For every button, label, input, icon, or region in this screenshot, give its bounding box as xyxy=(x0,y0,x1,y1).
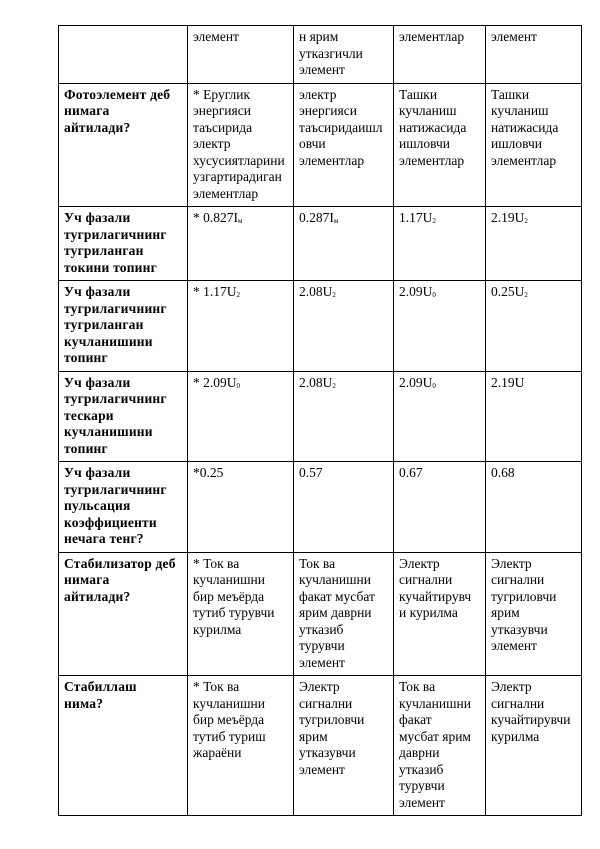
answer-subscript: м xyxy=(333,217,339,225)
answer-text: * 0.827I xyxy=(193,210,238,225)
answer-text: * 1.17U xyxy=(193,284,237,299)
answer-subscript: 2 xyxy=(236,291,240,299)
answer-text: *0.25 xyxy=(193,465,224,480)
question-row xyxy=(59,552,582,676)
answer-text: * Ток ва кучланишни бир меъёрда тутиб туриш жараёни xyxy=(193,679,266,760)
answer-option-1 xyxy=(188,207,294,281)
answer-subscript: 0 xyxy=(432,381,436,390)
question-cell: Стабилизатор деб нимага айтилади? xyxy=(59,552,188,676)
answer-option-3 xyxy=(394,462,486,553)
answer-text: элементлар xyxy=(399,29,465,44)
answer-option-3 xyxy=(394,552,486,676)
answer-text: 0.287I xyxy=(299,210,334,225)
answer-option-4 xyxy=(486,371,582,462)
answer-option-3 xyxy=(394,26,486,84)
answer-option-4 xyxy=(486,26,582,84)
question-cell: Фотоэлемент деб нимага айтилади? xyxy=(59,83,188,207)
answer-text: Электр сигнални тугриловчи ярим утказувчи элемент xyxy=(299,679,365,777)
answer-text: * 2.09U xyxy=(193,374,237,390)
answer-text: 2.09U xyxy=(399,374,433,390)
answer-text: Электр сигнални кучайтирувчи курилма xyxy=(491,679,571,744)
answer-option-3 xyxy=(394,676,486,816)
answer-subscript: 0 xyxy=(236,381,240,390)
question-row xyxy=(59,462,582,553)
answer-option-2 xyxy=(294,207,394,281)
answer-option-1 xyxy=(188,26,294,84)
answer-text: Электр сигнални тугриловчи ярим утказувчи элемент xyxy=(491,555,557,653)
answer-text: 0.25U xyxy=(491,284,525,299)
answer-option-2 xyxy=(294,281,394,372)
answer-text: 2.08U xyxy=(299,284,333,299)
quiz-table xyxy=(58,25,582,816)
question-row xyxy=(59,26,582,84)
answer-option-1 xyxy=(188,552,294,676)
answer-option-2 xyxy=(294,371,394,462)
answer-subscript: 2 xyxy=(332,381,336,390)
answer-text: 0.67 xyxy=(399,465,423,480)
answer-text: Ток ва кучланишни факат мусбат ярим даврни утказиб турувчи элемент xyxy=(399,679,471,810)
answer-option-3 xyxy=(394,281,486,372)
answer-text: н ярим утказгичли элемент xyxy=(299,29,363,77)
question-cell: Стабиллаш нима? xyxy=(59,676,188,816)
answer-text: элемент xyxy=(491,29,537,44)
answer-option-4 xyxy=(486,207,582,281)
answer-text: Ток ва кучланишни факат мусбат ярим даврни утказиб турувчи элемент xyxy=(299,555,375,670)
answer-text: * Ток ва кучланишни бир меъёрда тутиб турувчи курилма xyxy=(193,555,275,637)
question-row xyxy=(59,371,582,462)
question-row xyxy=(59,83,582,207)
answer-option-2 xyxy=(294,552,394,676)
question-cell xyxy=(59,26,188,84)
answer-option-1 xyxy=(188,83,294,207)
answer-option-1 xyxy=(188,676,294,816)
answer-text: 2.09U xyxy=(399,284,433,299)
answer-option-4 xyxy=(486,462,582,553)
answer-option-1 xyxy=(188,371,294,462)
question-cell: Уч фазали тугрилагичнинг тугриланган токини топинг xyxy=(59,207,188,281)
answer-text: 1.17U xyxy=(399,210,433,225)
answer-option-2 xyxy=(294,676,394,816)
answer-subscript: 0 xyxy=(432,291,436,299)
answer-text: 0.57 xyxy=(299,465,323,480)
answer-option-3 xyxy=(394,83,486,207)
answer-text: Ташки кучланиш натижасида ишловчи элементлар xyxy=(399,86,467,168)
question-row xyxy=(59,676,582,816)
question-cell: Уч фазали тугрилагичнинг пульсация коэффициенти нечага тенг? xyxy=(59,462,188,553)
answer-option-4 xyxy=(486,281,582,372)
answer-subscript: 2 xyxy=(524,291,528,299)
answer-subscript: м xyxy=(238,217,243,225)
answer-text: Ташки кучланиш натижасида ишловчи элементлар xyxy=(491,86,559,168)
answer-option-2 xyxy=(294,83,394,207)
answer-text: 2.19U xyxy=(491,210,525,225)
answer-option-4 xyxy=(486,83,582,207)
answer-option-4 xyxy=(486,676,582,816)
answer-option-2 xyxy=(294,462,394,553)
answer-text: Электр сигнални кучайтирувч и курилма xyxy=(399,555,472,620)
answer-text: 2.19U xyxy=(491,374,525,390)
answer-text: элемент xyxy=(193,29,239,44)
question-cell: Уч фазали тугрилагичнинг тугриланган кучланишини топинг xyxy=(59,281,188,372)
answer-option-4 xyxy=(486,552,582,676)
answer-text: электр энергияси таъсиридаишл овчи элементлар xyxy=(299,86,383,168)
answer-text: * Еруглик энергияси таъсирида электр хусусиятларини узгартирадиган элементлар xyxy=(193,86,285,201)
answer-text: 2.08U xyxy=(299,374,333,390)
question-cell: Уч фазали тугрилагичнинг тескари кучланишини топинг xyxy=(59,371,188,462)
answer-option-3 xyxy=(394,207,486,281)
answer-subscript: 2 xyxy=(432,217,436,225)
question-row xyxy=(59,207,582,281)
answer-subscript: 2 xyxy=(524,217,528,225)
question-row xyxy=(59,281,582,372)
answer-option-3 xyxy=(394,371,486,462)
quiz-table-body xyxy=(59,26,582,816)
answer-option-2 xyxy=(294,26,394,84)
answer-subscript: 2 xyxy=(332,291,336,299)
answer-text: 0.68 xyxy=(491,465,515,480)
answer-option-1 xyxy=(188,281,294,372)
answer-option-1 xyxy=(188,462,294,553)
